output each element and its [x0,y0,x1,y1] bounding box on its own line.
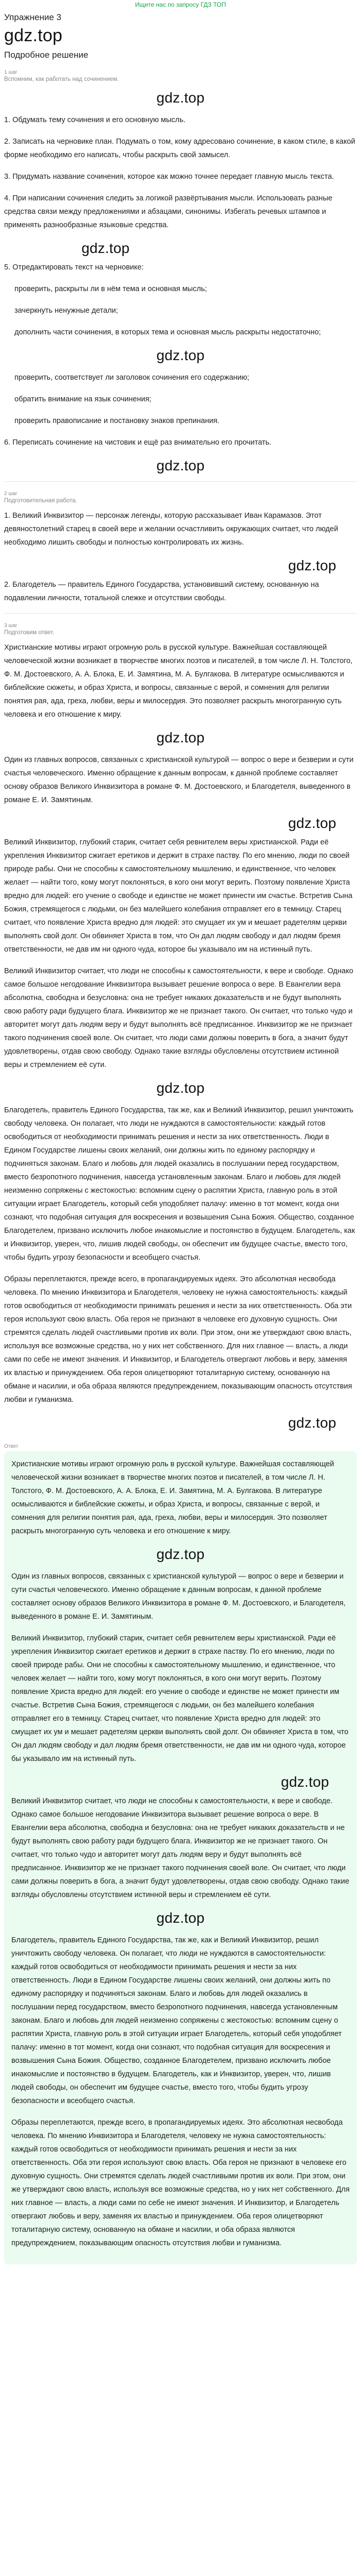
step-note: Вспомним, как работать над сочинением. [4,76,119,82]
watermark-logo: gdz.top [288,557,336,573]
top-banner[interactable]: Ищите нас по запросу ГДЗ ТОП [135,1,226,8]
essay-paragraph: Образы переплетаются, прежде всего, в пропагандируемых идеях. Это абсолютная несвобода человека. По мнению Инквизитора и Благодетеля, человеку не нужна самостоятельность: каждый готов освободиться от необходимости принимать решения и нести за них ответственность. Оба эти героя используют свою власть. Оба героя не признают в человеке его духовную сущность. Они стремятся сделать людей счастливыми против их воли. При этом, они же утверждают свою власть, используя все возможные средства, но у них нет собственного. Для них главное — власть, а люди сами по себе не имеют значения. И Инквизитор, и Благодетель отвергают любовь и веру, заменяя их властью и принуждением. Оба героя олицетворяют тоталитарную систему, основанную на обмане и насилии, и оба образа являются предупреждением, показывающим опасность отсутствия любви и гуманизма. [4,1275,352,1404]
watermark-logo: gdz.top [288,1415,336,1431]
step-item: 4. При написании сочинения следить за логикой развёртывания мысли. Использовать разные средства связи между предложениями и абзацами, синонимы. Избегать речевых штампов и применять разнообразные языковые средства. [4,194,333,229]
step-item: 5. Отредактировать текст на черновике: [4,263,144,272]
step-item: 1. Великий Инквизитор — персонаж легенды, которую рассказывает Иван Карамазов. Этот девяностолетний старец в своей вере и желании осчастливить окружающих считает, что людей необходимо лишить свободы и полностью контролировать их жизнь. [4,512,338,547]
step-note: Подготовим ответ. [4,630,54,636]
watermark-logo: gdz.top [156,1910,205,1926]
subtitle: Подробное решение [4,50,89,60]
step-item: 3. Придумать название сочинения, которое как можно точнее передает главную мысль текста. [4,173,334,181]
watermark-logo: gdz.top [156,1080,205,1096]
step-subitem: проверить, раскрыты ли в нём тема и основная мысль; [14,285,207,293]
step-subitem: зачеркнуть ненужные детали; [14,307,118,315]
watermark-logo: gdz.top [281,1774,329,1790]
step-note: Подготовительная работа. [4,498,77,504]
site-logo[interactable]: gdz.top [4,26,62,45]
step-item: 2. Благодетель — правитель Единого Государства, установивший систему, основанную на подавлении личности, тотальной слежке и отсутствии свободы. [4,581,319,602]
step-label: 3 шаг [4,623,18,629]
step-item: 2. Записать на черновике план. Подумать о том, кому адресовано сочинение, в каком стиле, в какой форме необходимо его написать, чтобы раскрыть свой замысел. [4,138,355,159]
step-subitem: обратить внимание на язык сочинения; [14,395,152,403]
watermark-logo: gdz.top [81,240,130,256]
answer-paragraph: Христианские мотивы играют огромную роль в русской культуре. Важнейшая составляющей человеческой жизни возникает в творчестве многих поэтов и писателей, в том числе Л. Н. Толстого, Ф. М. Достоевского, А. А. Блока, Е. И. Замятина, М. А. Булгакова. В литературе осмысливаются и библейские сюжеты, и образ Христа, и вопросы, связанные с верой, и сомнения для религии понятия рая, ада, греха, любви, веры и милосердия. Это позволяет раскрыть многогранную суть человека и его отношение к миру. [11,1460,334,1535]
exercise-title: Упражнение 3 [4,12,61,22]
step-label: 1 шаг [4,70,18,75]
answer-paragraph: Великий Инквизитор, глубокий старик, считает себя ревнителем веры христианской. Ради её укрепления Инквизитор сжигает еретиков и держит в страхе паству. По его мнению, люди по своей природе рабы. Они не способны к самостоятельному мышлению, и единственное, что человек желает — найти того, кому могут поклоняться, в кого они могут верить. Поэтому появление Христа вредно для людей: его учение о свободе и единстве не может принести им счастье. Встретив Сына Божия, стремящегося с людьми, он без малейшего колебания отправляет его в темницу. Старец считает, что появление Христа вредно для людей: это смущает их ум и мешает радетелям церкви выполнять свой долг. Он обвиняет Христа в том, что Он дал людям свободу и дал людям бремя ответственности, не дав им ни одного чуда, которое бы указывало им на истинный путь. [11,1634,349,1763]
step-subitem: проверить правописание и постановку знаков препинания. [14,417,220,425]
step-label: 2 шаг [4,491,18,497]
solution-page [4,10,357,2264]
step-item: 6. Переписать сочинение на чистовик и ещё раз внимательно его прочитать. [4,438,272,447]
answer-paragraph: Образы переплетаются, прежде всего, в пропагандируемых идеях. Это абсолютная несвобода человека. По мнению Инквизитора и Благодетеля, человеку не нужна самостоятельность: каждый готов освободиться от необходимости принимать решения и нести за них ответственность. Оба эти героя используют свою власть. Оба героя не признают в человеке его духовную сущность. Они стремятся сделать людей счастливыми против их воли. При этом, они же утверждают свою власть, используя все возможные средства, но у них нет собственного. Для них главное — власть, а люди сами по себе не имеют значения. И Инквизитор, и Благодетель отвергают любовь и веру, заменяя их властью и принуждением. Оба героя олицетворяют тоталитарную систему, основанную на обмане и насилии, и оба образа являются предупреждением, показывающим опасность отсутствия любви и гуманизма. [11,2119,350,2247]
essay-paragraph: Христианские мотивы играют огромную роль в русской культуре. Важнейшая составляющей человеческой жизни возникает в творчестве многих поэтов и писателей, в том числе Л. Н. Толстого, Ф. М. Достоевского, А. А. Блока, Е. И. Замятина, М. А. Булгакова. В литературе осмысливаются и библейские сюжеты, и образ Христа, и вопросы, связанные с верой, и сомнения для религии понятия рая, ада, греха, любви, веры и милосердия. Это позволяет раскрыть многогранную суть человека и его отношение к миру. [4,643,353,719]
essay-paragraph: Один из главных вопросов, связанных с христианской культурой — вопрос о вере и безверии и сути счастья человеческого. Именно обращение к данным вопросам, к данной проблеме составляет основу образов Великого Инквизитора в романе Ф. М. Достоевского, и Благодетеля, выведенного в романе Е. И. Замятиным. [4,756,354,804]
step-item: 1. Обдумать тему сочинения и его основную мысль. [4,116,186,124]
watermark-logo: gdz.top [288,815,336,831]
answer-paragraph: Благодетель, правитель Единого Государства, так же, как и Великий Инквизитор, решил уничтожить свободу человека. Он полагает, что люди не нуждаются в самостоятельности: каждый готов освободиться от необходимости принимать решения и нести за них ответственность. Люди в Едином Государстве лишены своих желаний, они должны жить по единому распорядку и подчиняться законам. Благо и любовь для людей оказались в послушании перед государством, вместо безропотного подчинения, навсегда установленным законам. Благо и любовь для людей неизменно сопряжены с жестокостью: вспомним сцену о распятии Христа, главную роль в этой ситуации играет Благодетель, который себя уподобляет палачу: именно в тот момент, когда они сознают, что подобная ситуация для воскресения и возвышения Сына Божия. Общество, созданное Благодетелем, призвано исключить любое инакомыслие и постоянство в будущем. Благодетель, как и Инквизитор, уверен, что, лишив людей свободы, он обеспечит им будущее счастье, вместо того, чтобы будить угрозу безопасности и всеобщего счастья. [11,1936,342,2105]
answer-label: Ответ [4,1444,19,1449]
essay-paragraph: Благодетель, правитель Единого Государства, так же, как и Великий Инквизитор, решил уничтожить свободу человека. Он полагает, что люди не нуждаются в самостоятельности: каждый готов освободиться от необходимости принимать решения и нести за них ответственность. Люди в Едином Государстве лишены своих желаний, они должны жить по единому распорядку и подчиняться законам. Благо и любовь для людей оказались в послушании перед государством, вместо безропотного подчинения, навсегда установленным законам. Благо и любовь для людей неизменно сопряжены с жестокостью: вспомним сцену о распятии Христа, главную роль в этой ситуации играет Благодетель, который себя уподобляет палачу: именно в тот момент, когда они сознают, что подобная ситуация для воскресения и возвышения Сына Божия. Общество, созданное Благодетелем, призвано исключить любое инакомыслие и постоянство в будущем. Благодетель, как и Инквизитор, уверен, что, лишив людей свободы, он обеспечит им будущее счастье, вместо того, чтобы будить угрозу безопасности и всеобщего счастья. [4,1106,355,1262]
essay-paragraph: Великий Инквизитор считает, что люди не способны к самостоятельности, к вере и свободе. Однако самое большое негодование Инквизитора вызывает решение вопроса о вере. В Евангелии вера абсолютна, свободна и безусловна: она не требует никаких доказательств и не будут выполнять свою работу ради будущего блага. Инквизитор же не признает такого. Он считает, что только чудо и авторитет могут дать людям веру и будут выполнять всё предписанное. Инквизитор же не признает такого подчинения своей воле. Он считает, что люди сами должны поверить в бога, а значит будут удовлетворены, отдав свою свободу. Однако такие взгляды обусловлены отсутствием истинной веры и стремлением её сути. [4,967,353,1069]
answer-paragraph: Великий Инквизитор считает, что люди не способны к самостоятельности, к вере и свободе. Однако самое большое негодование Инквизитора вызывает решение вопроса о вере. В Евангелии вера абсолютна, свободна и безусловна: она не требует никаких доказательств и не будут выполнять свою работу ради будущего блага. Инквизитор же не признает такого. Он считает, что только чудо и авторитет могут дать людям веру и будут выполнять всё предписанное. Инквизитор же не признает такого подчинения своей воле. Он считает, что люди сами должны поверить в бога, а значит будут удовлетворены, отдав свою свободу. Однако такие взгляды обусловлены отсутствием истинной веры и стремлением её сути. [11,1797,350,1899]
watermark-logo: gdz.top [156,1546,205,1562]
divider [4,481,357,482]
watermark-logo: gdz.top [156,730,205,745]
step-subitem: дополнить части сочинения, в которых тема и основная мысль раскрыты недостаточно; [14,328,321,336]
answer-box [4,1451,357,2264]
divider [4,613,357,614]
step-subitem: проверить, соответствует ли заголовок сочинения его содержанию; [14,374,250,382]
watermark-logo: gdz.top [156,347,205,363]
answer-paragraph: Один из главных вопросов, связанных с христианской культурой — вопрос о вере и безверии и сути счастья человеческого. Именно обращение к данным вопросам, к данной проблеме составляет основу образов Великого Инквизитора в романе Ф. М. Достоевского, и Благодетеля, выведенного в романе Е. И. Замятиным. [11,1572,346,1621]
watermark-logo: gdz.top [156,457,205,473]
watermark-logo: gdz.top [156,90,205,106]
essay-paragraph: Великий Инквизитор, глубокий старик, считает себя ревнителем веры христианской. Ради её укрепления Инквизитор сжигает еретиков и держит в страхе паству. По его мнению, люди по своей природе рабы. Они не способны к самостоятельному мышлению, и единственное, что человек желает — найти того, кому могут поклоняться, в кого они могут верить. Поэтому появление Христа вредно для людей: его учение о свободе и единстве не может принести им счастье. Встретив Сына Божия, стремящегося с людьми, он без малейшего колебания отправляет его в темницу. Старец считает, что появление Христа вредно для людей: это смущает их ум и мешает радетелям церкви выполнять свой долг. Он обвиняет Христа в том, что Он дал людям свободу и дал людям бремя ответственности, не дав им ни одного чуда, которое бы указывало им на истинный путь. [4,838,353,954]
